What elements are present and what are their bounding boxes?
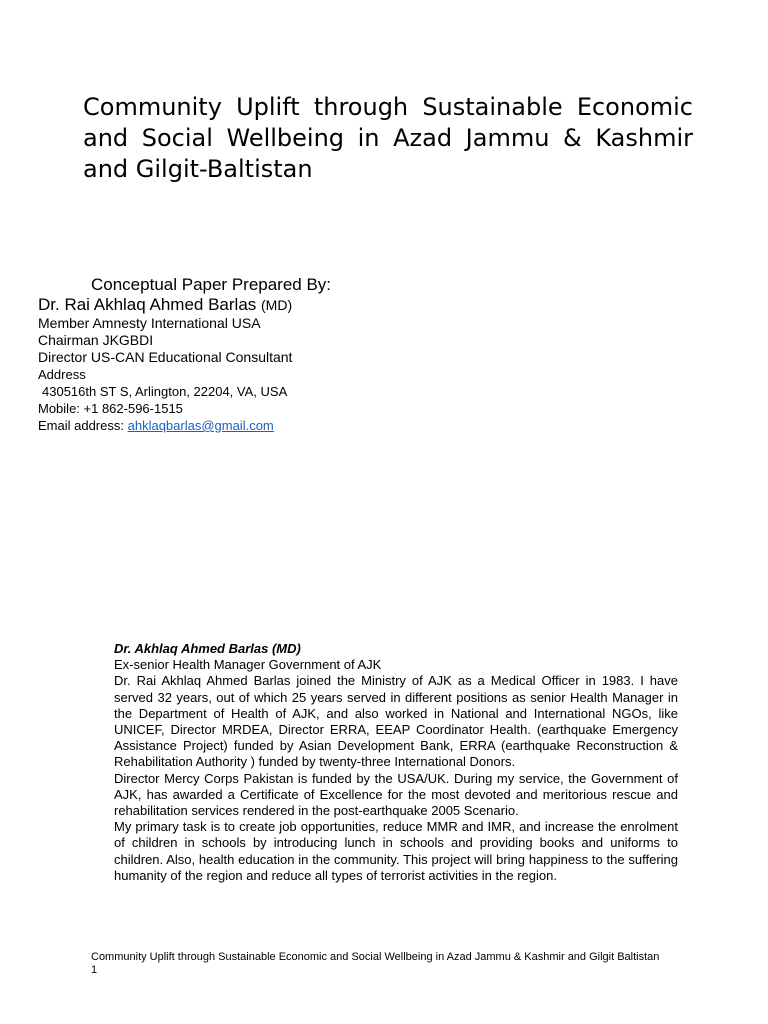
footer-text: Community Uplift through Sustainable Economic and Social Wellbeing in Azad Jammu & Kashmir and Gilgit Baltistan (91, 951, 660, 963)
email-line (38, 417, 292, 434)
address-value: 430516th ST S, Arlington, 22204, VA, USA (42, 384, 288, 399)
author-name-line (38, 295, 292, 315)
author-name-suffix: (MD) (261, 297, 293, 313)
address-label: Address (38, 367, 86, 382)
bio-paragraph: Dr. Rai Akhlaq Ahmed Barlas joined the Ministry of AJK as a Medical Officer in 1983. I have served 32 years, out of which 25 years served in different positions as senior Health Manager in the Department of Health of AJK, and also worked in National and International NGOs, like UNICEF, Director MRDEA, Director ERRA, EEAP Coordinator Health. (earthquake Emergency Assistance Project) funded by Asian Development Bank, ERRA (earthquake Reconstruction & Rehabilitation Authority ) funded by twenty-three International Donors. (114, 673, 678, 770)
bio-section (114, 641, 678, 884)
bio-paragraph: My primary task is to create job opportunities, reduce MMR and IMR, and increase the enrolment of children in schools by introducing lunch in schools and providing books and uniforms to children. Also, health education in the community. This project will bring happiness to the suffering humanity of the region and reduce all types of terrorist activities in the region. (114, 819, 678, 883)
bio-name: Dr. Akhlaq Ahmed Barlas (MD) (114, 641, 301, 656)
email-link[interactable]: ahklaqbarlas@gmail.com (127, 418, 274, 433)
author-role: Member Amnesty International USA (38, 315, 261, 331)
page-number: 1 (91, 964, 98, 976)
prepared-by-heading: Conceptual Paper Prepared By: (91, 275, 332, 294)
author-name: Dr. Rai Akhlaq Ahmed Barlas (38, 295, 257, 314)
author-role: Director US-CAN Educational Consultant (38, 349, 293, 365)
author-block (38, 295, 292, 434)
bio-paragraph: Director Mercy Corps Pakistan is funded by the USA/UK. During my service, the Government of AJK, has awarded a Certificate of Excellence for the most devoted and meritorious rescue and rehabilitation services rendered in the post-earthquake 2005 Scenario. (114, 770, 678, 819)
author-role: Chairman JKGBDI (38, 332, 154, 348)
mobile-number: Mobile: +1 862-596-1515 (38, 401, 183, 416)
bio-role: Ex-senior Health Manager Government of AJK (114, 657, 382, 673)
page-footer (91, 951, 659, 977)
email-label: Email address: (38, 418, 124, 433)
document-title: Community Uplift through Sustainable Economic and Social Wellbeing in Azad Jammu & Kashmir and Gilgit-Baltistan (83, 93, 693, 183)
